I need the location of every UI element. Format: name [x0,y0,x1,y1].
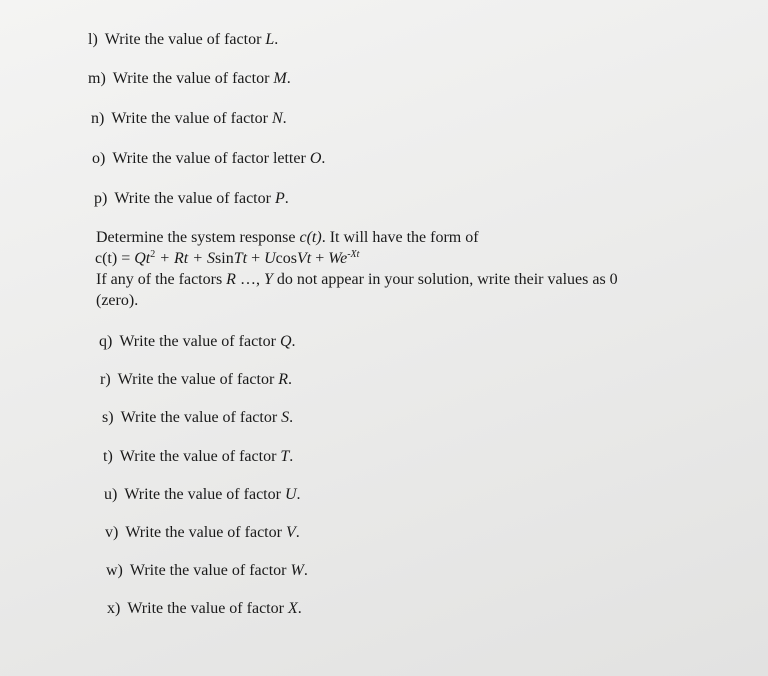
question-period: . [274,31,279,48]
question-period: . [296,486,301,503]
question-period: . [282,110,287,127]
question-variable: Q [279,333,292,350]
question-variable: S [281,409,290,426]
factor-variable: R [226,271,236,288]
formula-argument: Tt [233,250,248,267]
instruction-text: …, [235,271,264,288]
question-variable: V [285,524,296,541]
question-text: Write the value of factor letter [112,150,306,167]
question-r [100,370,292,390]
question-label: o) [92,150,106,167]
question-period: . [286,70,291,87]
question-variable: O [309,150,322,167]
question-o [92,149,325,169]
question-variable: L [265,31,275,48]
question-variable: N [271,110,283,127]
instruction-text: If any of the factors [96,271,223,288]
question-variable: W [290,562,304,579]
question-variable: R [278,371,289,388]
formula-function-cos: cos [275,250,297,267]
formula-plus: + [311,250,329,267]
question-variable: U [284,486,297,503]
question-text: Write the value of factor [104,31,262,48]
question-text: Write the value of factor [112,70,270,87]
question-m [88,69,291,89]
question-w [106,561,308,581]
formula-argument: Vt [296,250,312,267]
question-text: Write the value of factor [127,600,284,617]
question-label: m) [88,70,106,87]
response-variable: c(t) [299,229,322,246]
formula-term-u: U [264,250,276,267]
question-label: v) [105,524,119,541]
question-u [104,485,301,505]
formula-exponent: -Xt [347,249,360,260]
question-text: Write the value of factor [117,371,275,388]
instruction-line-4: (zero). [96,292,139,309]
question-label: r) [100,371,111,388]
question-period: . [291,333,296,350]
question-l [88,30,278,50]
question-n [91,109,287,129]
question-text: Write the value of factor [124,486,281,503]
question-label: n) [91,110,105,127]
question-text: Write the value of factor [111,110,268,127]
instruction-text: Determine the system response [96,229,296,246]
formula-plus: + [247,250,265,267]
question-label: w) [106,562,123,579]
instruction-text: . It will have the form of [321,229,479,246]
formula-term-r: + Rt + [155,250,208,267]
question-label: t) [103,448,113,465]
question-q [99,332,296,352]
question-p [94,189,289,209]
factor-variable: Y [263,271,273,288]
question-label: u) [104,486,118,503]
question-text: Write the value of factor [114,190,271,207]
question-label: s) [102,409,114,426]
formula-exponent: 2 [150,249,156,260]
question-label: q) [99,333,113,350]
question-period: . [321,150,326,167]
formula-lhs: c(t) = [95,250,135,267]
question-text: Write the value of factor [120,409,278,426]
question-period: . [284,190,289,207]
formula-term-q: Qt [134,250,151,267]
question-label: p) [94,190,108,207]
formula-term-w: We [328,250,348,267]
formula-term-s: S [207,250,216,267]
formula-function-sin: sin [215,250,234,267]
question-variable: X [287,600,298,617]
instruction-paragraph [96,227,696,311]
question-t [103,447,293,467]
formula-line [95,248,696,269]
instruction-line-1 [96,227,696,248]
question-text: Write the value of factor [129,562,287,579]
question-variable: M [273,70,287,87]
question-variable: P [274,190,285,207]
question-text: Write the value of factor [119,333,276,350]
question-period: . [289,448,294,465]
question-s [102,408,293,428]
question-x [107,599,302,619]
question-period: . [288,371,293,388]
instruction-line-3 [96,269,696,290]
question-label: l) [88,31,98,48]
question-period: . [295,524,300,541]
question-text: Write the value of factor [119,448,277,465]
question-period: . [289,409,294,426]
question-period: . [303,562,308,579]
question-text: Write the value of factor [125,524,282,541]
question-period: . [297,600,302,617]
question-variable: T [280,448,290,465]
question-label: x) [107,600,121,617]
question-v [105,523,300,543]
instruction-text: do not appear in your solution, write their values as 0 [272,271,618,288]
